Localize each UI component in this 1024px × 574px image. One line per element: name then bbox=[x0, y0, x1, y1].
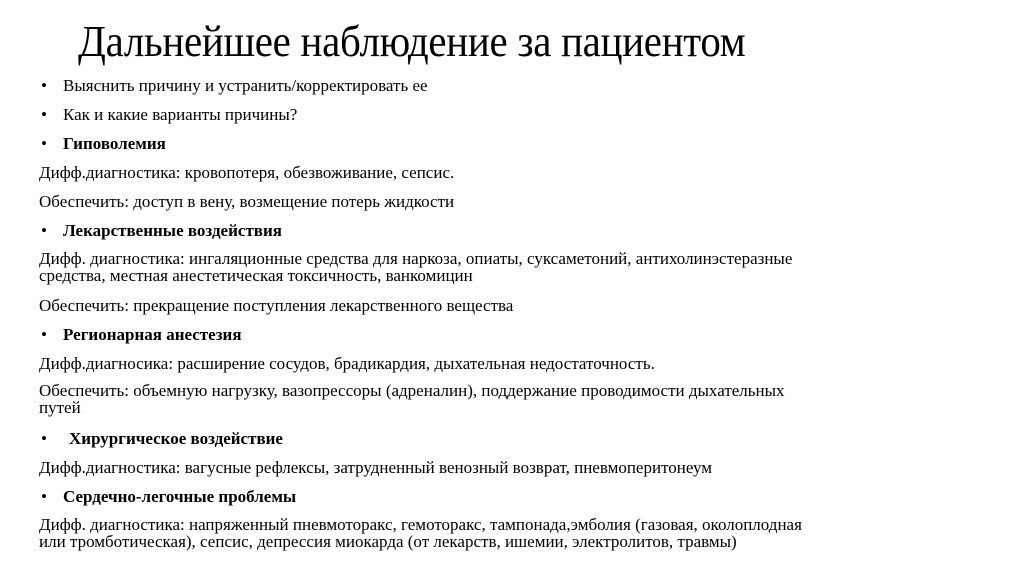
text-line: Дифф. диагностика: напряженный пневмоторакс, гемоторакс, тампонада,эмболия (газовая, околоплодная bbox=[39, 515, 802, 534]
bullet-heading-regional-anesthesia bbox=[39, 325, 242, 345]
bullet-heading-surgical-effects bbox=[39, 429, 283, 449]
bullet-heading-drug-effects bbox=[39, 221, 282, 241]
bullet-icon: • bbox=[41, 105, 47, 124]
bullet-text: Как и какие варианты причины? bbox=[63, 105, 298, 124]
bullet-icon: • bbox=[41, 221, 47, 240]
text-line: Обеспечить: объемную нагрузку, вазопрессоры (адреналин), поддержание проводимости дыхательных bbox=[39, 381, 785, 400]
bullet-item bbox=[39, 76, 428, 96]
bullet-icon: • bbox=[41, 134, 47, 153]
text-line: или тромботическая), сепсис, депрессия миокарда (от лекарств, ишемии, электролитов, травмы) bbox=[39, 532, 737, 551]
diagnosis-text bbox=[39, 250, 792, 284]
text-line: средства, местная анестетическая токсичность, ванкомицин bbox=[39, 266, 473, 285]
diagnosis-text bbox=[39, 516, 802, 550]
diagnosis-text: Дифф.диагносика: расширение сосудов, брадикардия, дыхательная недостаточность. bbox=[39, 354, 655, 373]
text-line: путей bbox=[39, 398, 81, 417]
bullet-text: Выяснить причину и устранить/корректировать ее bbox=[63, 76, 428, 95]
bullet-icon: • bbox=[41, 76, 47, 95]
bullet-icon: • bbox=[41, 325, 47, 344]
text-line: Дифф. диагностика: ингаляционные средства для наркоза, опиаты, суксаметоний, антихолинэстеразные bbox=[39, 249, 793, 268]
diagnosis-text: Дифф.диагностика: кровопотеря, обезвоживание, сепсис. bbox=[39, 163, 455, 182]
slide-title: Дальнейшее наблюдение за пациентом bbox=[78, 17, 746, 66]
provide-text: Обеспечить: доступ в вену, возмещение потерь жидкости bbox=[39, 192, 455, 211]
bullet-heading-text: Гиповолемия bbox=[63, 134, 166, 153]
bullet-heading-hypovolemia bbox=[39, 134, 166, 154]
provide-text: Обеспечить: прекращение поступления лекарственного вещества bbox=[39, 296, 514, 315]
bullet-heading-cardiopulmonary bbox=[39, 487, 296, 507]
provide-text bbox=[39, 382, 785, 416]
diagnosis-text: Дифф.диагностика: вагусные рефлексы, затрудненный венозный возврат, пневмоперитонеум bbox=[39, 458, 713, 477]
bullet-heading-text: Сердечно-легочные проблемы bbox=[63, 487, 297, 506]
bullet-heading-text: Лекарственные воздействия bbox=[63, 221, 282, 240]
bullet-heading-text: Регионарная анестезия bbox=[63, 325, 242, 344]
bullet-icon: • bbox=[41, 429, 47, 448]
bullet-icon: • bbox=[41, 487, 47, 506]
bullet-item bbox=[39, 105, 297, 125]
bullet-heading-text: Хирургическое воздействие bbox=[69, 429, 283, 448]
